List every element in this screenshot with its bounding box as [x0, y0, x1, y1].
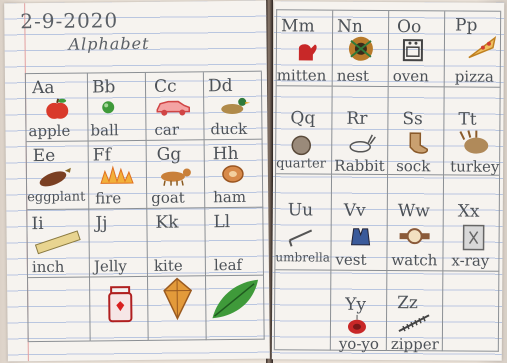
picture-row-cell	[28, 277, 91, 342]
cell-letters: Dd	[207, 75, 233, 97]
cell-letters: Qq	[290, 108, 316, 129]
letter-cell-z	[387, 271, 444, 354]
letter-cell-a	[26, 74, 89, 143]
cell-letters: Yy	[345, 294, 367, 315]
letter-cell-w	[387, 175, 444, 271]
cell-letters: Tt	[458, 109, 477, 130]
cell-letters: Ss	[402, 109, 423, 130]
cell-letters: Pp	[455, 15, 478, 36]
picture-row-cell	[148, 276, 207, 341]
left-notebook-page	[4, 1, 270, 362]
umbrella-icon	[286, 226, 316, 250]
letter-cell-q	[276, 86, 333, 174]
cell-letters: Ff	[92, 145, 111, 166]
letter-cell-x	[443, 175, 500, 271]
cell-word: x-ray	[451, 251, 490, 270]
cell-word: watch	[391, 251, 438, 270]
letter-cell-j	[89, 209, 148, 278]
pizza-icon	[467, 34, 497, 60]
fire-icon	[97, 163, 137, 185]
letter-cell-y	[331, 271, 388, 351]
cell-word: kite	[153, 256, 183, 275]
cell-word: Rabbit	[334, 156, 385, 175]
letter-cell-k	[147, 208, 206, 277]
cell-letters: Cc	[153, 76, 177, 97]
cell-word: umbrella	[275, 250, 330, 265]
cell-word: ham	[213, 187, 247, 207]
letter-cell-c	[146, 72, 205, 141]
cell-letters: Ll	[213, 212, 231, 233]
cell-letters: Kk	[155, 212, 179, 233]
cell-word: ball	[90, 121, 119, 140]
letter-cell-empty	[275, 270, 332, 350]
cell-letters: Mm	[281, 16, 315, 37]
letter-cell-b	[88, 73, 147, 142]
cell-word: quarter	[276, 156, 326, 172]
cell-word: Jelly	[93, 257, 127, 276]
turkey-icon	[458, 129, 494, 155]
cell-letters: Ee	[32, 145, 56, 167]
cell-word: pizza	[454, 67, 494, 86]
alphabet-grid-left	[25, 71, 265, 342]
cell-word: leaf	[213, 255, 243, 275]
letter-cell-s	[388, 87, 445, 175]
cell-word: apple	[28, 121, 71, 141]
ham-icon	[221, 164, 245, 184]
cell-letters: Uu	[287, 200, 314, 221]
yo-yo-icon	[345, 315, 369, 337]
cell-word: car	[154, 120, 180, 139]
cell-letters: Hh	[212, 143, 239, 165]
jelly-jar-icon	[106, 285, 134, 325]
letter-cell-n	[333, 11, 390, 87]
quarter-icon	[288, 134, 314, 156]
cell-letters: Ww	[397, 201, 430, 222]
ball-icon	[100, 99, 116, 115]
letter-cell-r	[332, 87, 389, 175]
x-ray-icon	[462, 224, 486, 252]
cell-word: inch	[31, 257, 65, 277]
cell-word: duck	[210, 119, 248, 139]
picture-row-cell	[90, 277, 149, 342]
right-notebook-page	[272, 1, 504, 361]
letter-cell-i	[27, 210, 90, 279]
oven-icon	[401, 37, 425, 63]
letter-cell-empty	[443, 271, 500, 351]
watch-icon	[398, 225, 432, 247]
letter-cell-m	[277, 10, 334, 86]
letter-cell-u	[275, 174, 332, 270]
ruler-icon	[32, 230, 84, 257]
cell-word: goat	[151, 188, 185, 207]
letter-cell-f	[89, 141, 148, 210]
cell-word: zipper	[390, 335, 439, 354]
cell-word: fire	[95, 189, 122, 208]
letter-cell-l	[205, 208, 264, 277]
cell-letters: Bb	[91, 77, 116, 98]
rabbit-icon	[346, 133, 376, 155]
kite-icon	[160, 276, 194, 322]
letter-cell-o	[389, 11, 446, 87]
eggplant-icon	[37, 166, 75, 188]
cell-letters: Jj	[95, 213, 108, 234]
cell-word: mitten	[276, 66, 327, 85]
letter-cell-p	[445, 11, 502, 87]
vest-icon	[350, 225, 372, 249]
nest-icon	[345, 35, 377, 63]
cell-word: oven	[392, 67, 429, 86]
cell-letters: Vv	[343, 200, 366, 221]
sock-icon	[400, 131, 430, 155]
cell-word: yo-yo	[338, 334, 380, 353]
page-title: Alphabet	[68, 33, 150, 54]
alphabet-grid-right	[274, 9, 501, 352]
picture-row-cell	[206, 276, 265, 341]
duck-icon	[216, 94, 250, 116]
cell-letters: Xx	[457, 201, 480, 222]
cell-letters: Rr	[346, 108, 368, 129]
letter-cell-v	[331, 175, 388, 271]
leaf-icon	[208, 276, 262, 323]
letter-cell-g	[147, 140, 206, 209]
letter-cell-e	[27, 142, 90, 211]
apple-icon	[44, 98, 70, 120]
mitten-icon	[295, 40, 319, 62]
cell-letters: Gg	[156, 144, 182, 165]
letter-cell-t	[444, 87, 501, 175]
cell-word: vest	[335, 250, 367, 269]
letter-cell-h	[205, 140, 264, 209]
cell-letters: Nn	[337, 16, 363, 37]
letter-cell-d	[204, 72, 263, 141]
cell-word: eggplant	[27, 189, 86, 206]
cell-word: nest	[336, 66, 370, 85]
car-icon	[154, 96, 192, 116]
cell-word: turkey	[450, 157, 500, 176]
handwritten-date: 2-9-2020	[20, 8, 119, 34]
zipper-icon	[395, 311, 433, 335]
cell-letters: Oo	[397, 17, 422, 38]
cell-word: sock	[396, 157, 431, 176]
goat-icon	[155, 164, 195, 186]
cell-letters: Aa	[31, 77, 55, 99]
cell-letters: Zz	[397, 293, 418, 314]
cell-letters: Ii	[31, 213, 44, 235]
